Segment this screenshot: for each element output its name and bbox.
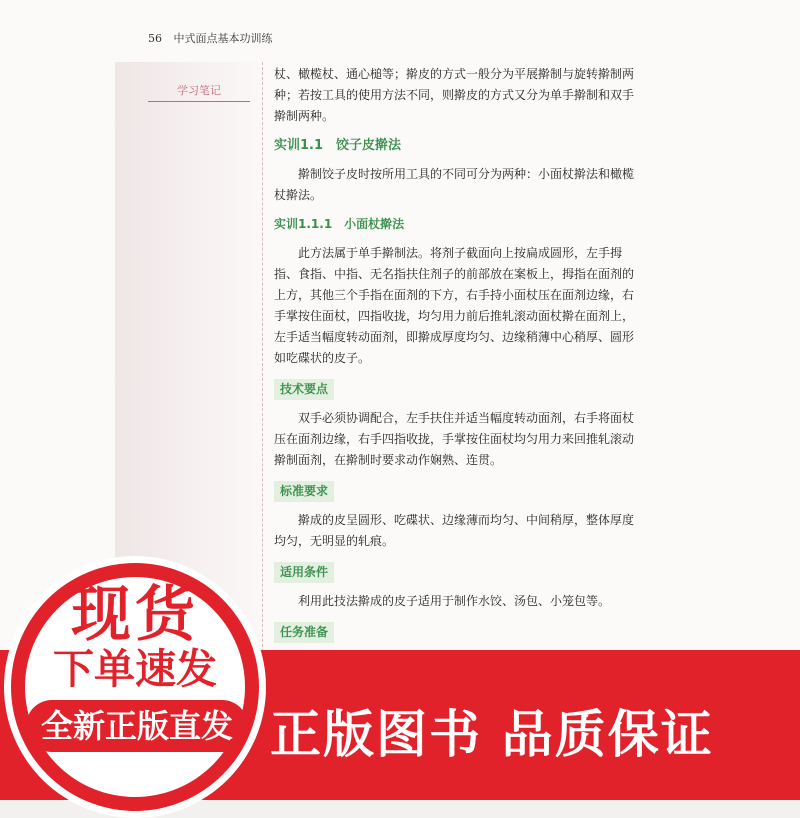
section-title: 实训1.1 饺子皮擀法 [274,138,402,153]
tech-label: 技术要点 [274,379,334,400]
page-number: 56 [148,32,162,45]
apply-label: 适用条件 [274,562,334,583]
subsection-title: 实训1.1.1 小面杖擀法 [274,217,405,231]
standard-label: 标准要求 [274,481,334,502]
book-title: 中式面点基本功训练 [173,32,273,45]
prep-label: 任务准备 [274,622,334,643]
apply-paragraph: 利用此技法擀成的皮子适用于制作水饺、汤包、小笼包等。 [298,594,611,608]
page-header [148,30,281,46]
main-text [274,64,644,709]
column-divider [262,62,263,662]
stamp-fast-ship-text: 下单速发 [53,645,217,693]
subsection-paragraph: 此方法属于单手擀制法。将剂子截面向上按扁成圆形，左手拇指、食指、中指、无名指扶住剂子的前部放在案板上，拇指在面剂的上方，其他三个手指在面剂的下方，右手持小面杖压在面剂边缘，右手掌按住面杖，四指收拢，均匀用力前后推轧滚动面杖擀在面剂上，左手适当幅度转动面剂，即擀成厚度均匀、边缘稍薄中心稍厚、圆形如吃碟状的皮子。 [274,246,635,365]
stamp-authentic-text: 全新正版直发 [40,707,233,745]
tech-paragraph: 双手必须协调配合，左手扶住并适当幅度转动面剂，右手将面杖压在面剂边缘，右手四指收拢，手掌按住面杖均匀用力来回推轧滚动擀制面剂，在擀制时要求动作娴熟、连贯。 [274,411,635,467]
intro-paragraph: 杖、橄榄杖、通心槌等；擀皮的方式一般分为平展擀制与旋转擀制两种；若按工具的使用方法不同，则擀皮的方式又分为单手擀制和双手擀制两种。 [274,67,635,123]
standard-paragraph: 擀成的皮呈圆形、吃碟状、边缘薄而均匀、中间稍厚，整体厚度均匀，无明显的轧痕。 [274,513,635,548]
notes-label: 学习笔记 [148,82,250,102]
stamp-in-stock-text: 现货 [71,580,199,650]
section-paragraph: 擀制饺子皮时按所用工具的不同可分为两种：小面杖擀法和橄榄杖擀法。 [274,167,635,202]
promo-banner-text: 正版图书 品质保证 [270,706,714,765]
